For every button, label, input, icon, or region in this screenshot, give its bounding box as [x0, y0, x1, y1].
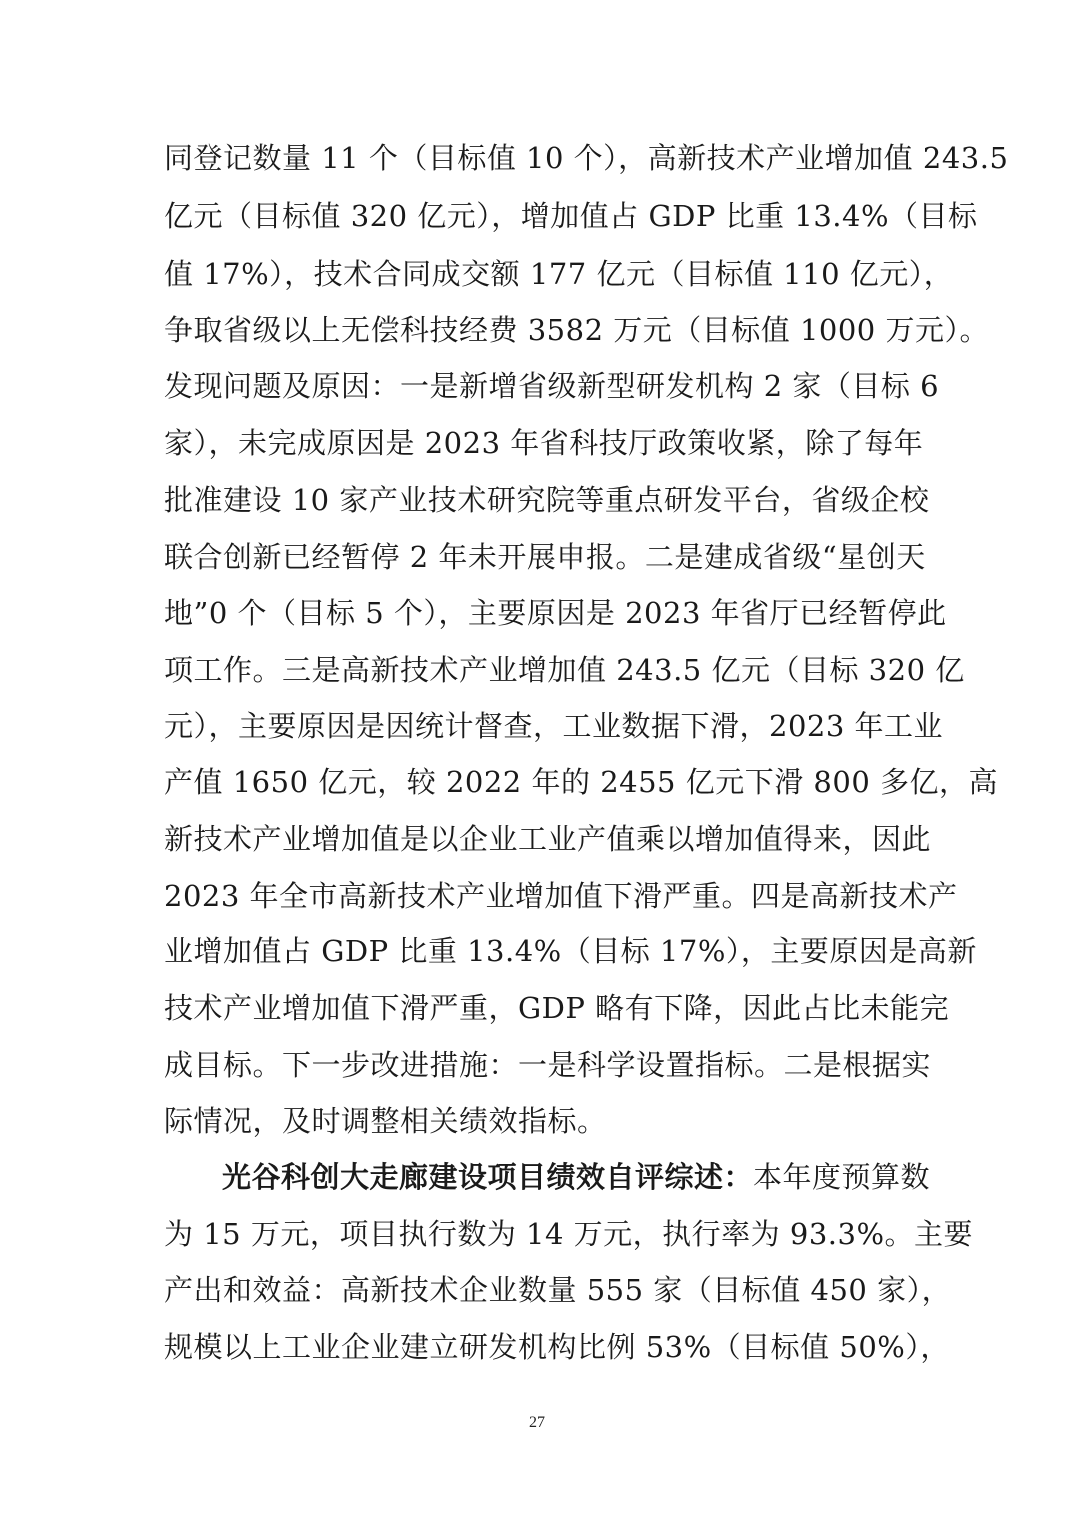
paragraph-1-line-6: 家），未完成原因是 2023 年省科技厅政策收紧，除了每年 [164, 426, 924, 460]
paragraph-1-line-2: 亿元（目标值 320 亿元），增加值占 GDP 比重 13.4%（目标 [164, 199, 978, 233]
paragraph-1-line-11: 元），主要原因是因统计督查，工业数据下滑，2023 年工业 [164, 709, 944, 743]
paragraph-2-line-3: 产出和效益：高新技术企业数量 555 家（目标值 450 家）， [164, 1273, 952, 1307]
paragraph-1-line-1: 同登记数量 11 个（目标值 10 个），高新技术产业增加值 243.5 [164, 141, 1009, 175]
project-heading: 光谷科创大走廊建设项目绩效自评综述： [222, 1160, 754, 1194]
paragraph-1-line-15: 业增加值占 GDP 比重 13.4%（目标 17%），主要原因是高新 [164, 934, 977, 968]
paragraph-1-line-8: 联合创新已经暂停 2 年未开展申报。二是建成省级“星创天 [164, 540, 926, 574]
paragraph-1-line-3: 值 17%），技术合同成交额 177 亿元（目标值 110 亿元）， [164, 257, 954, 291]
paragraph-1-line-13: 新技术产业增加值是以企业工业产值乘以增加值得来，因此 [164, 822, 932, 856]
paragraph-1-line-9: 地”0 个（目标 5 个），主要原因是 2023 年省厅已经暂停此 [164, 596, 947, 630]
paragraph-1-line-7: 批准建设 10 家产业技术研究院等重点研发平台，省级企校 [164, 483, 930, 517]
paragraph-2-first-line-rest: 本年度预算数 [753, 1160, 931, 1194]
paragraph-1-line-14: 2023 年全市高新技术产业增加值下滑严重。四是高新技术产 [164, 879, 958, 913]
paragraph-2-line-4: 规模以上工业企业建立研发机构比例 53%（目标值 50%）， [164, 1330, 950, 1364]
paragraph-1-line-18: 际情况，及时调整相关绩效指标。 [164, 1104, 607, 1138]
page-number: 27 [529, 1414, 545, 1431]
paragraph-1-line-12: 产值 1650 亿元，较 2022 年的 2455 亿元下滑 800 多亿，高 [164, 765, 999, 799]
paragraph-1-line-17: 成目标。下一步改进措施：一是科学设置指标。二是根据实 [164, 1048, 932, 1082]
paragraph-1-line-10: 项工作。三是高新技术产业增加值 243.5 亿元（目标 320 亿 [164, 653, 965, 687]
paragraph-2-line-2: 为 15 万元，项目执行数为 14 万元，执行率为 93.3%。主要 [164, 1217, 974, 1251]
paragraph-1-line-5: 发现问题及原因：一是新增省级新型研发机构 2 家（目标 6 [164, 369, 940, 403]
paragraph-1-line-16: 技术产业增加值下滑严重，GDP 略有下降，因此占比未能完 [164, 991, 950, 1025]
paragraph-1-line-4: 争取省级以上无偿科技经费 3582 万元（目标值 1000 万元）。 [164, 313, 989, 347]
paragraph-2-first-line [222, 1157, 931, 1197]
